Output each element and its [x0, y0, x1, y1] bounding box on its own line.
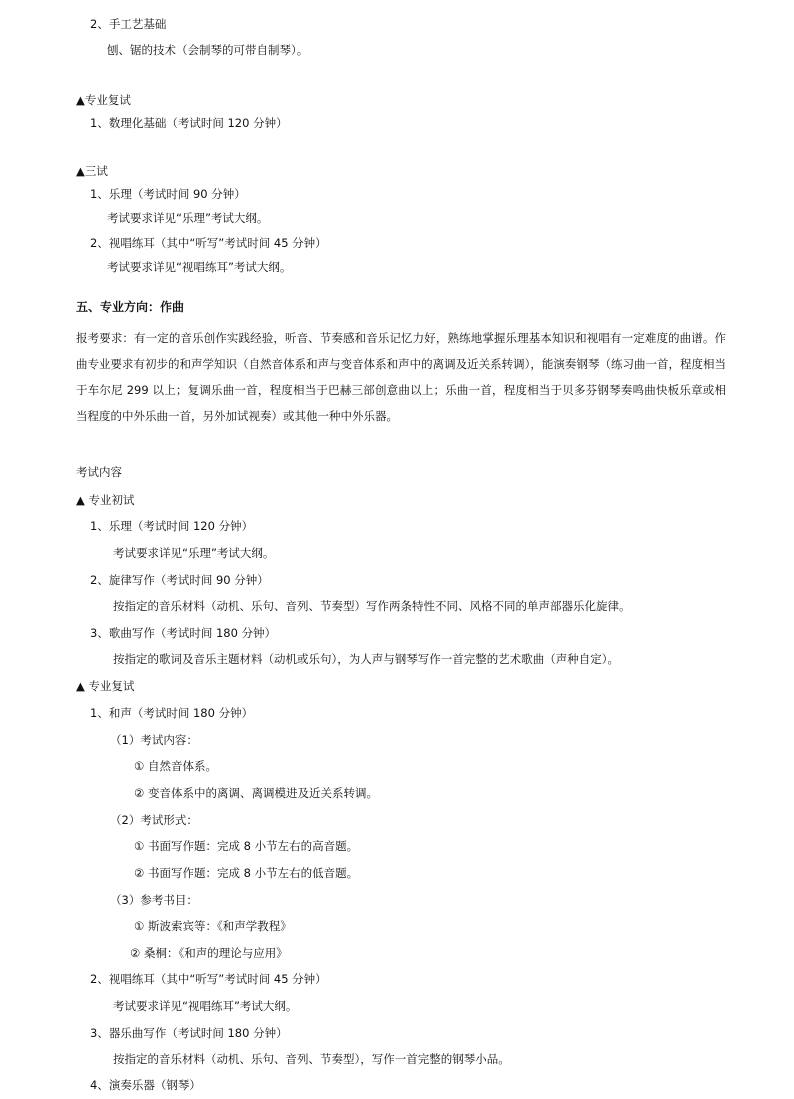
retest-item-performance: 4、演奏乐器（钢琴）: [90, 1078, 201, 1092]
harmony-content-label: （1）考试内容：: [110, 733, 198, 747]
harmony-format-label: （2）考试形式：: [110, 813, 198, 827]
section-heading-composition: 五、专业方向：作曲: [76, 300, 185, 314]
harmony-content-2: ② 变音体系中的离调、离调模进及近关系转调。: [134, 786, 378, 800]
section-retest-composition: ▲ 专业复试: [76, 679, 135, 693]
section-third-test: ▲三试: [76, 164, 108, 178]
item-music-theory: 1、乐理（考试时间 90 分钟）: [90, 187, 246, 201]
harmony-format-2: ② 书面写作题：完成 8 小节左右的低音题。: [134, 866, 359, 880]
section-preliminary: ▲ 专业初试: [76, 493, 135, 507]
prelim-item-song: 3、歌曲写作（考试时间 180 分钟）: [90, 626, 277, 640]
requirements-paragraph: 报考要求：有一定的音乐创作实践经验，听音、节奏感和音乐记忆力好，熟练地掌握乐理基本知识和视唱有一定难度的曲谱。作曲专业要求有初步的和声学知识（自然音体系和声与变音体系和声中的离调及近关系转调），能演奏钢琴（练习曲一首，程度相当于车尔尼 299 以上；复调乐曲一首，程度相当于巴赫三部创意曲以上；乐曲一首，程度相当于贝多芬钢琴奏鸣曲快板乐章或相当程度的中外乐曲一首，另外加试视奏）或其他一种中外乐器。: [76, 331, 726, 423]
exam-content-title: 考试内容: [76, 465, 122, 479]
item-craft-desc: 刨、锯的技术（会制琴的可带自制琴）。: [107, 43, 309, 57]
prelim-item-theory-desc: 考试要求详见“乐理”考试大纲。: [113, 546, 275, 560]
prelim-item-theory: 1、乐理（考试时间 120 分钟）: [90, 519, 254, 533]
item-math-physics-chem: 1、数理化基础（考试时间 120 分钟）: [90, 116, 288, 130]
harmony-content-1: ① 自然音体系。: [134, 759, 217, 773]
retest-item-solfege: 2、视唱练耳（其中“听写”考试时间 45 分钟）: [90, 972, 327, 986]
harmony-format-1: ① 书面写作题：完成 8 小节左右的高音题。: [134, 839, 359, 853]
item-solfege: 2、视唱练耳（其中“听写”考试时间 45 分钟）: [90, 236, 327, 250]
item-solfege-desc: 考试要求详见“视唱练耳”考试大纲。: [107, 260, 292, 274]
retest-item-solfege-desc: 考试要求详见“视唱练耳”考试大纲。: [113, 999, 298, 1013]
prelim-item-melody: 2、旋律写作（考试时间 90 分钟）: [90, 573, 269, 587]
item-music-theory-desc: 考试要求详见“乐理”考试大纲。: [107, 211, 269, 225]
prelim-item-melody-desc: 按指定的音乐材料（动机、乐句、音列、节奏型）写作两条特性不同、风格不同的单声部器乐化旋律。: [113, 599, 631, 613]
retest-item-instrumental-desc: 按指定的音乐材料（动机、乐句、音列、节奏型），写作一首完整的钢琴小品。: [113, 1052, 510, 1066]
section-professional-retest: ▲专业复试: [76, 93, 131, 107]
retest-item-instrumental: 3、器乐曲写作（考试时间 180 分钟）: [90, 1026, 288, 1040]
item-craft-basics: 2、手工艺基础: [90, 17, 167, 31]
retest-item-harmony: 1、和声（考试时间 180 分钟）: [90, 706, 254, 720]
harmony-refs-label: （3）参考书目：: [110, 893, 198, 907]
prelim-item-song-desc: 按指定的歌词及音乐主题材料（动机或乐句），为人声与钢琴写作一首完整的艺术歌曲（声种自定）。: [113, 652, 619, 666]
harmony-ref-1: ① 斯波索宾等：《和声学教程》: [134, 919, 292, 933]
harmony-ref-2: ② 桑桐：《和声的理论与应用》: [130, 946, 288, 960]
